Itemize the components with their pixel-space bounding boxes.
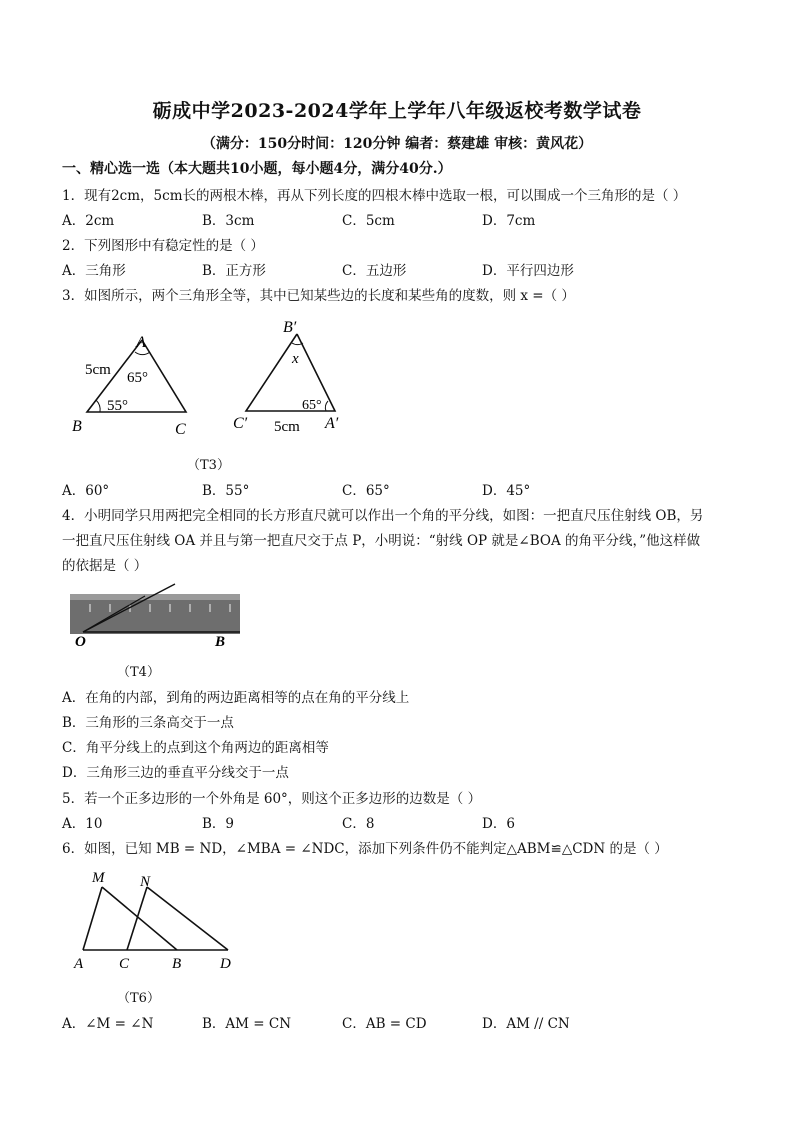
tri2-angle-b: x — [292, 351, 299, 367]
q5-option-c: C．8 — [342, 816, 375, 832]
q2-option-c: C．五边形 — [342, 263, 407, 279]
q6-label-m: M — [92, 870, 105, 886]
section-heading: 一、精心选一选（本大题共10小题，每小题4分，满分40分.） — [62, 161, 452, 177]
q6-label-a: A — [74, 956, 84, 972]
q3-figure — [70, 312, 370, 442]
q6-option-b: B．AM = CN — [202, 1016, 292, 1032]
q1-option-a: A．2cm — [62, 213, 115, 229]
tri2-angle-a: 65° — [302, 398, 322, 413]
q3-caption: （T3） — [187, 458, 230, 473]
question-4-line-1: 4．小明同学只用两把完全相同的长方形直尺就可以作出一个角的平分线，如图：一把直尺压住射线 OB，另 — [62, 508, 704, 524]
q4-caption: （T4） — [117, 665, 160, 680]
q6-label-b: B — [172, 956, 182, 972]
q6-option-a: A．∠M = ∠N — [62, 1016, 154, 1032]
tri2-side-label: 5cm — [274, 419, 300, 435]
q6-label-n: N — [140, 874, 151, 890]
q6-label-c: C — [119, 956, 130, 972]
tri2-label-a: A′ — [325, 415, 339, 432]
q6-caption: （T6） — [117, 991, 160, 1006]
q1-option-c: C．5cm — [342, 213, 395, 229]
tri2-label-c: C′ — [233, 415, 248, 432]
q4-label-o: O — [75, 634, 86, 650]
q5-option-d: D．6 — [482, 816, 515, 832]
q6-option-c: C．AB = CD — [342, 1016, 427, 1032]
q3-option-d: D．45° — [482, 483, 531, 499]
question-6: 6．如图，已知 MB = ND，∠MBA = ∠NDC，添加下列条件仍不能判定△ABM≌△CDN 的是（ ） — [62, 841, 668, 857]
tri1-side-label: 5cm — [85, 362, 111, 378]
q2-option-d: D．平行四边形 — [482, 263, 574, 279]
q5-option-a: A．10 — [62, 816, 103, 832]
q6-option-d: D．AM // CN — [482, 1016, 570, 1032]
q2-option-b: B．正方形 — [202, 263, 266, 279]
q6-figure — [68, 862, 248, 974]
q6-label-d: D — [220, 956, 231, 972]
q3-option-a: A．60° — [62, 483, 110, 499]
q1-option-d: D．7cm — [482, 213, 536, 229]
tri1-angle-a: 65° — [127, 370, 148, 386]
triangle-abc-prime — [233, 319, 339, 435]
q4-option-d: D．三角形三边的垂直平分线交于一点 — [62, 765, 289, 781]
question-2: 2．下列图形中有稳定性的是（ ） — [62, 238, 264, 254]
q3-option-c: C．65° — [342, 483, 390, 499]
tri1-label-c: C — [175, 421, 186, 438]
tri2-label-b: B′ — [283, 319, 297, 336]
triangle-abc — [72, 334, 186, 438]
question-4-line-2: 一把直尺压住射线 OA 并且与第一把直尺交于点 P，小明说：“射线 OP 就是∠BOA 的角平分线，”他这样做 — [62, 533, 701, 549]
q4-figure — [65, 582, 250, 652]
question-1: 1．现有2cm，5cm长的两根木棒，再从下列长度的四根木棒中选取一根，可以围成一个三角形的是（ ） — [62, 188, 687, 204]
question-3: 3．如图所示，两个三角形全等，其中已知某些边的长度和某些角的度数，则 x =（ ） — [62, 288, 575, 304]
tri1-label-b: B — [72, 418, 82, 435]
q4-option-c: C．角平分线上的点到这个角两边的距离相等 — [62, 740, 329, 756]
tri1-angle-b: 55° — [107, 398, 128, 414]
question-4-line-3: 的依据是（ ） — [62, 558, 148, 574]
q3-option-b: B．55° — [202, 483, 250, 499]
exam-subtitle: （满分：150分时间：120分钟 编者：蔡建雄 审核：黄风花） — [201, 136, 593, 152]
q4-option-b: B．三角形的三条高交于一点 — [62, 715, 234, 731]
question-5: 5．若一个正多边形的一个外角是 60°，则这个正多边形的边数是（ ） — [62, 791, 482, 807]
tri1-label-a: A — [136, 334, 146, 351]
q4-label-b: B — [215, 634, 226, 650]
q2-option-a: A．三角形 — [62, 263, 126, 279]
exam-title: 砺成中学2023-2024学年上学年八年级返校考数学试卷 — [152, 100, 642, 122]
q1-option-b: B．3cm — [202, 213, 255, 229]
q4-option-a: A．在角的内部，到角的两边距离相等的点在角的平分线上 — [62, 690, 410, 706]
q5-option-b: B．9 — [202, 816, 235, 832]
